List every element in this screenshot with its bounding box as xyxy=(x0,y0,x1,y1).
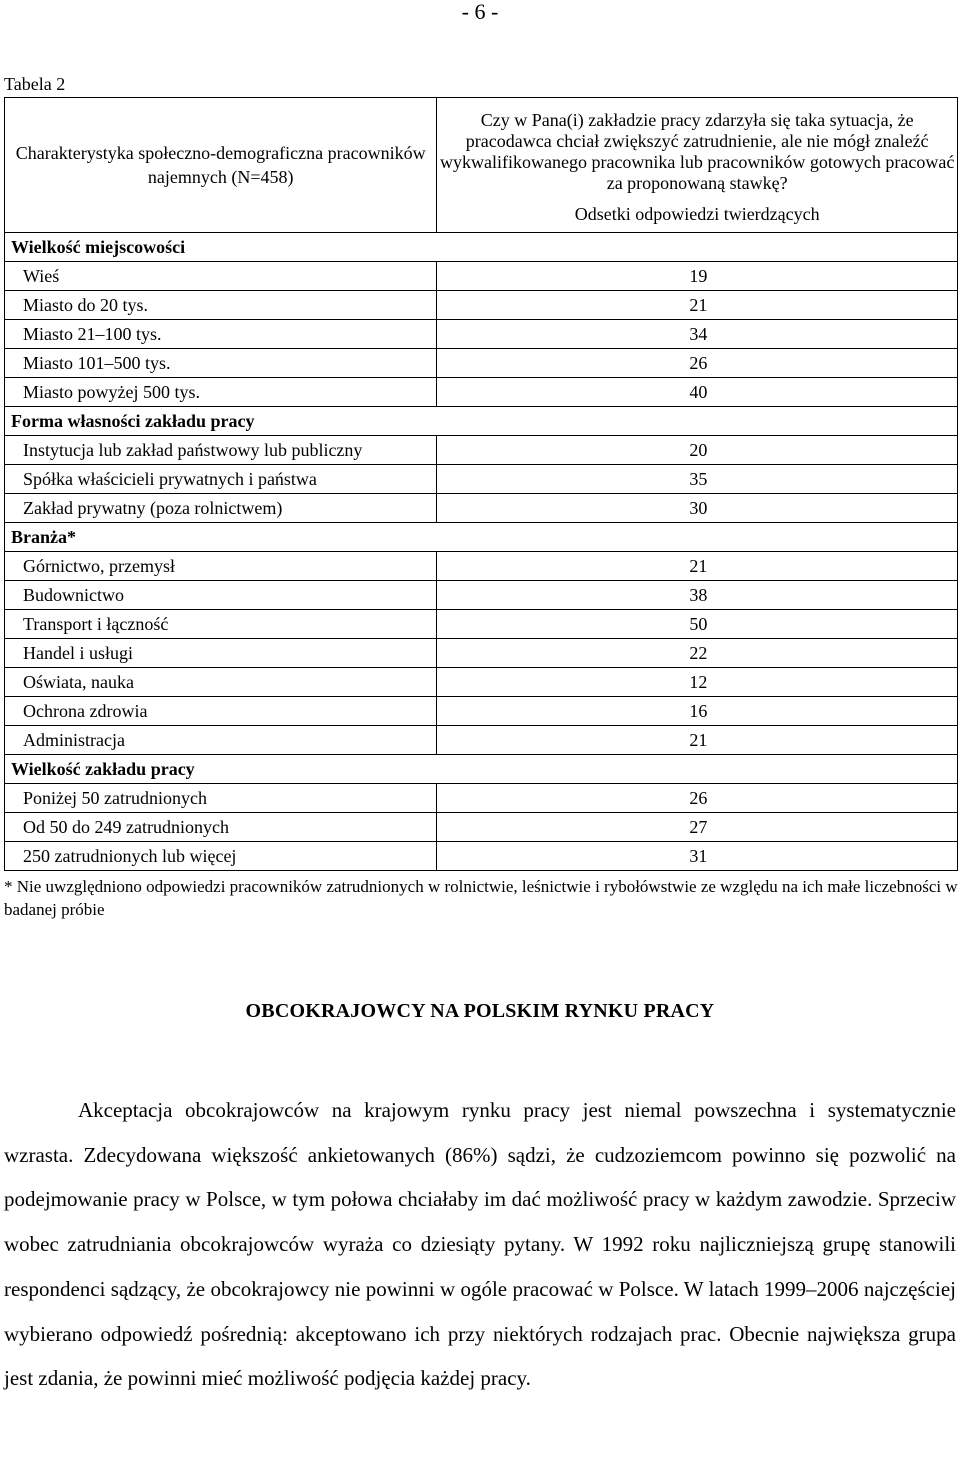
row-label: Transport i łączność xyxy=(5,610,437,639)
section-row xyxy=(5,233,958,262)
row-value: 22 xyxy=(437,639,958,668)
row-value: 12 xyxy=(437,668,958,697)
row-label: Miasto powyżej 500 tys. xyxy=(5,378,437,407)
row-label: Wieś xyxy=(5,262,437,291)
row-value: 35 xyxy=(437,465,958,494)
section-title: Branża* xyxy=(5,523,958,552)
section-row xyxy=(5,407,958,436)
table-row xyxy=(5,842,958,871)
row-value: 20 xyxy=(437,436,958,465)
table-row xyxy=(5,552,958,581)
row-label: Zakład prywatny (poza rolnictwem) xyxy=(5,494,437,523)
table-row xyxy=(5,465,958,494)
row-value: 31 xyxy=(437,842,958,871)
row-value: 50 xyxy=(437,610,958,639)
row-label: Poniżej 50 zatrudnionych xyxy=(5,784,437,813)
table-row xyxy=(5,291,958,320)
row-value: 38 xyxy=(437,581,958,610)
row-label: Administracja xyxy=(5,726,437,755)
header-question-cell xyxy=(437,98,958,233)
header-question: Czy w Pana(i) zakładzie pracy zdarzyła się taka sytuacja, że pracodawca chciał zwiększyć zatrudnienie, ale nie mógł znaleźć wykwalifikowanego pracownika lub pracowników gotowych pracować za proponowaną stawkę? xyxy=(440,109,955,193)
row-label: Miasto 21–100 tys. xyxy=(5,320,437,349)
row-value: 19 xyxy=(437,262,958,291)
row-value: 40 xyxy=(437,378,958,407)
row-value: 21 xyxy=(437,552,958,581)
section-title: Wielkość zakładu pracy xyxy=(5,755,958,784)
row-value: 26 xyxy=(437,349,958,378)
table-row xyxy=(5,436,958,465)
header-characteristics: Charakterystyka społeczno-demograficzna pracowników najemnych (N=458) xyxy=(5,98,437,233)
table-row xyxy=(5,378,958,407)
table-row xyxy=(5,581,958,610)
row-value: 16 xyxy=(437,697,958,726)
section-title: Forma własności zakładu pracy xyxy=(5,407,958,436)
table-row xyxy=(5,494,958,523)
row-label: Miasto 101–500 tys. xyxy=(5,349,437,378)
table-row xyxy=(5,668,958,697)
page-number: - 6 - xyxy=(461,0,499,24)
row-value: 27 xyxy=(437,813,958,842)
table-caption: Tabela 2 xyxy=(4,74,66,94)
table-header-row xyxy=(5,98,958,233)
row-label: Budownictwo xyxy=(5,581,437,610)
row-label: Handel i usługi xyxy=(5,639,437,668)
table-row xyxy=(5,610,958,639)
table-row xyxy=(5,813,958,842)
row-value: 34 xyxy=(437,320,958,349)
row-value: 30 xyxy=(437,494,958,523)
row-label: Instytucja lub zakład państwowy lub publiczny xyxy=(5,436,437,465)
table-row xyxy=(5,320,958,349)
row-label: Spółka właścicieli prywatnych i państwa xyxy=(5,465,437,494)
table-row xyxy=(5,726,958,755)
section-heading: OBCOKRAJOWCY NA POLSKIM RYNKU PRACY xyxy=(245,1000,715,1022)
row-label: Oświata, nauka xyxy=(5,668,437,697)
table-row xyxy=(5,639,958,668)
section-row xyxy=(5,523,958,552)
row-label: Ochrona zdrowia xyxy=(5,697,437,726)
header-subheader: Odsetki odpowiedzi twierdzących xyxy=(574,203,820,224)
row-label: Górnictwo, przemysł xyxy=(5,552,437,581)
section-title: Wielkość miejscowości xyxy=(5,233,958,262)
table-row xyxy=(5,784,958,813)
table-footnote: * Nie uwzględniono odpowiedzi pracowników zatrudnionych w rolnictwie, leśnictwie i rybołówstwie ze względu na ich małe liczebności w badanej próbie xyxy=(4,877,958,919)
row-label: 250 zatrudnionych lub więcej xyxy=(5,842,437,871)
row-value: 26 xyxy=(437,784,958,813)
row-label: Miasto do 20 tys. xyxy=(5,291,437,320)
body-paragraph: Akceptacja obcokrajowców na krajowym rynku pracy jest niemal powszechna i systematycznie wzrasta. Zdecydowana większość ankietowanych (86%) sądzi, że cudzoziemcom powinno się pozwolić na podejmowanie pracy w Polsce, w tym połowa chciałaby im dać możliwość pracy w każdym zawodzie. Sprzeciw wobec zatrudniania obcokrajowców wyraża co dziesiąty pytany. W 1992 roku najliczniejszą grupę stanowili respondenci sądzący, że obcokrajowcy nie powinni w ogóle pracować w Polsce. W latach 1999–2006 najczęściej wybierano odpowiedź pośrednią: akceptowano ich przy niektórych rodzajach prac. Obecnie największa grupa jest zdania, że powinni mieć możliwość podjęcia każdej pracy. xyxy=(4,1098,956,1391)
table-row xyxy=(5,697,958,726)
row-value: 21 xyxy=(437,291,958,320)
data-table xyxy=(4,97,958,871)
table-row xyxy=(5,349,958,378)
table-row xyxy=(5,262,958,291)
row-value: 21 xyxy=(437,726,958,755)
row-label: Od 50 do 249 zatrudnionych xyxy=(5,813,437,842)
section-row xyxy=(5,755,958,784)
